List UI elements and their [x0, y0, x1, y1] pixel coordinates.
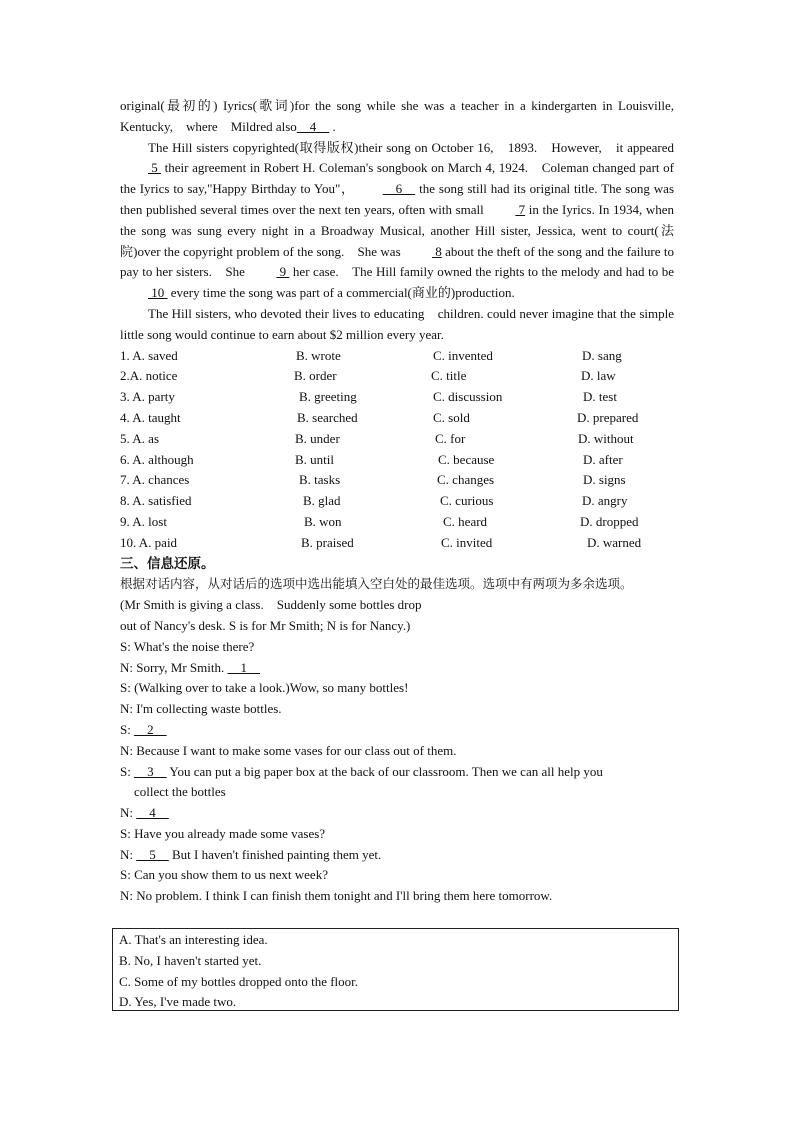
question-row	[120, 450, 674, 471]
option-b: B. tasks	[299, 472, 341, 488]
dialogue-text: S: What's the noise there?	[120, 638, 255, 654]
dialogue-text: N:	[120, 846, 137, 862]
question-row	[120, 366, 674, 387]
dialogue-text: N: I'm collecting waste bottles.	[120, 701, 282, 717]
option-a: 4. A. taught	[120, 409, 181, 425]
dialogue	[120, 637, 674, 907]
dialogue-line	[120, 762, 674, 783]
dialogue-blank-2: 2	[134, 721, 167, 737]
option-b: B. order	[294, 368, 337, 384]
dialogue-intro: out of Nancy's desk. S is for Mr Smith; N is for Nancy.)	[120, 617, 411, 633]
option-d: D. signs	[583, 472, 626, 488]
dialogue-text: S: Have you already made some vases?	[120, 825, 326, 841]
answer-option: D. Yes, I've made two.	[119, 994, 237, 1010]
dialogue-blank-5: 5	[136, 846, 169, 862]
dialogue-blank-1: 1	[227, 659, 261, 675]
dialogue-text: S: (Walking over to take a look.)Wow, so many bottles!	[120, 680, 409, 696]
answer-blank-10: 10	[148, 285, 168, 301]
passage-text: every time the song was part of a commercial(商业的)production.	[167, 285, 515, 301]
option-a: 7. A. chances	[120, 472, 190, 488]
answer-blank-7: 7	[515, 201, 526, 217]
question-row	[120, 429, 674, 450]
dialogue-text: S: Can you show them to us next week?	[120, 867, 328, 883]
question-row	[120, 408, 674, 429]
answer-blank-5: 5	[148, 160, 161, 176]
passage-text: in the Iyrics. In 1934, when the song was sung every night in a Broadway Musical, another Hill sister, Jessica, went to court(法院)over the copyright problem of the song. She was	[120, 201, 674, 259]
option-c: C. changes	[437, 472, 495, 488]
option-d: D. angry	[582, 493, 628, 509]
dialogue-text: N: No problem. I think I can finish them tonight and I'll bring them here tomorrow.	[120, 888, 553, 904]
answer-option: A. That's an interesting idea.	[119, 932, 268, 947]
dialogue-line	[120, 865, 674, 886]
option-d: D. law	[581, 368, 616, 384]
option-a: 2.A. notice	[120, 368, 178, 384]
passage-paragraph-1	[120, 96, 674, 138]
option-b: B. searched	[297, 409, 358, 425]
option-d: D. prepared	[577, 409, 639, 425]
dialogue-text: But I haven't finished painting them yet.	[168, 846, 382, 862]
answer-blank-8: 8	[432, 243, 442, 259]
option-c: C. title	[431, 368, 467, 384]
question-list	[120, 346, 674, 554]
option-d: D. after	[583, 451, 623, 467]
option-d: D. sang	[582, 347, 622, 363]
option-b: B. praised	[301, 534, 354, 550]
option-c: C. because	[438, 451, 495, 467]
option-c: C. invented	[433, 347, 493, 363]
dialogue-line	[120, 741, 674, 762]
option-b: B. under	[295, 430, 340, 446]
option-a: 8. A. satisfied	[120, 493, 192, 509]
answer-blank-9: 9	[276, 264, 290, 280]
option-d: D. warned	[587, 534, 642, 550]
option-b: B. greeting	[299, 389, 357, 405]
question-row	[120, 346, 674, 367]
option-d: D. dropped	[580, 513, 639, 529]
dialogue-text: collect the bottles	[134, 784, 226, 800]
option-b: B. wrote	[296, 347, 341, 363]
dialogue-line	[120, 678, 674, 699]
passage-text: about the theft of the song and the failure to pay to her sisters. She	[120, 243, 674, 280]
dialogue-text: N: Because I want to make some vases for our class out of them.	[120, 742, 457, 758]
question-row	[120, 387, 674, 408]
answer-option: C. Some of my bottles dropped onto the floor.	[119, 973, 359, 989]
option-c: C. for	[435, 430, 466, 446]
answer-blank-6: 6	[382, 181, 416, 197]
option-a: 3. A. party	[120, 389, 175, 405]
answer-blank-4: 4	[296, 118, 330, 134]
dialogue-blank-4: 4	[136, 805, 169, 821]
dialogue-line	[120, 699, 674, 720]
dialogue-text: You can put a big paper box at the back of our classroom. Then we can all help you	[166, 763, 603, 779]
dialogue-intro: (Mr Smith is giving a class. Suddenly some bottles drop	[120, 597, 422, 613]
option-c: C. heard	[443, 513, 488, 529]
passage-text: .	[329, 118, 336, 134]
passage-paragraph-3: The Hill sisters, who devoted their lives to educating children. could never imagine that the simple little song would continue to earn about $2 million every year.	[120, 305, 674, 342]
dialogue-text: N: Sorry, Mr Smith.	[120, 659, 228, 675]
passage-text: the song still had its original title. The song was then published several times over the next ten years, often with small	[120, 181, 675, 217]
dialogue-line	[120, 886, 674, 907]
dialogue-text: N:	[120, 805, 137, 821]
option-b: B. glad	[303, 493, 341, 509]
section-heading: 三、信息还原。	[120, 555, 215, 572]
option-a: 10. A. paid	[120, 534, 178, 550]
option-c: C. curious	[440, 493, 494, 509]
dialogue-line	[120, 845, 674, 866]
passage-paragraph-2	[120, 138, 674, 304]
passage-text: original(最初的) Iyrics(歌词)for the song while she was a teacher in a kindergarten in Louisville, Kentucky, where Mildred also	[120, 98, 674, 134]
option-a: 1. A. saved	[120, 347, 178, 363]
dialogue-line	[120, 637, 674, 658]
option-c: C. sold	[433, 409, 470, 425]
dialogue-blank-3: 3	[134, 763, 167, 779]
option-a: 6. A. although	[120, 451, 194, 467]
dialogue-text: S:	[120, 763, 135, 779]
section-instruction: 根据对话内容，从对话后的选项中选出能填入空白处的最佳选项。选项中有两项为多余选项。	[120, 576, 633, 592]
answer-option: B. No, I haven't started yet.	[119, 952, 262, 968]
passage-text: her case. The Hill family owned the rights to the melody and had to be	[289, 264, 674, 280]
dialogue-text: S:	[120, 721, 135, 737]
option-c: C. discussion	[433, 389, 503, 405]
question-row	[120, 491, 674, 512]
question-row	[120, 533, 674, 554]
option-a: 5. A. as	[120, 430, 159, 446]
passage-text: The Hill sisters copyrighted(取得版权)their song on October 16, 1893. However, it appeared	[148, 139, 674, 155]
dialogue-line	[120, 803, 674, 824]
question-row	[120, 512, 674, 533]
option-d: D. test	[583, 389, 617, 405]
option-d: D. without	[578, 430, 634, 446]
dialogue-line	[120, 782, 674, 803]
dialogue-line	[120, 658, 674, 679]
option-c: C. invited	[441, 534, 493, 550]
answer-options-box	[112, 928, 679, 1011]
option-a: 9. A. lost	[120, 513, 167, 529]
dialogue-line	[120, 720, 674, 741]
option-b: B. until	[295, 451, 335, 467]
passage-text: their agreement in Robert H. Coleman's songbook on March 4, 1924. Coleman changed part of the Iyrics to say,"Happy Birthday to You"，	[120, 160, 674, 197]
dialogue-line	[120, 824, 674, 845]
question-row	[120, 470, 674, 491]
option-b: B. won	[304, 513, 342, 529]
worksheet-page	[120, 96, 674, 907]
